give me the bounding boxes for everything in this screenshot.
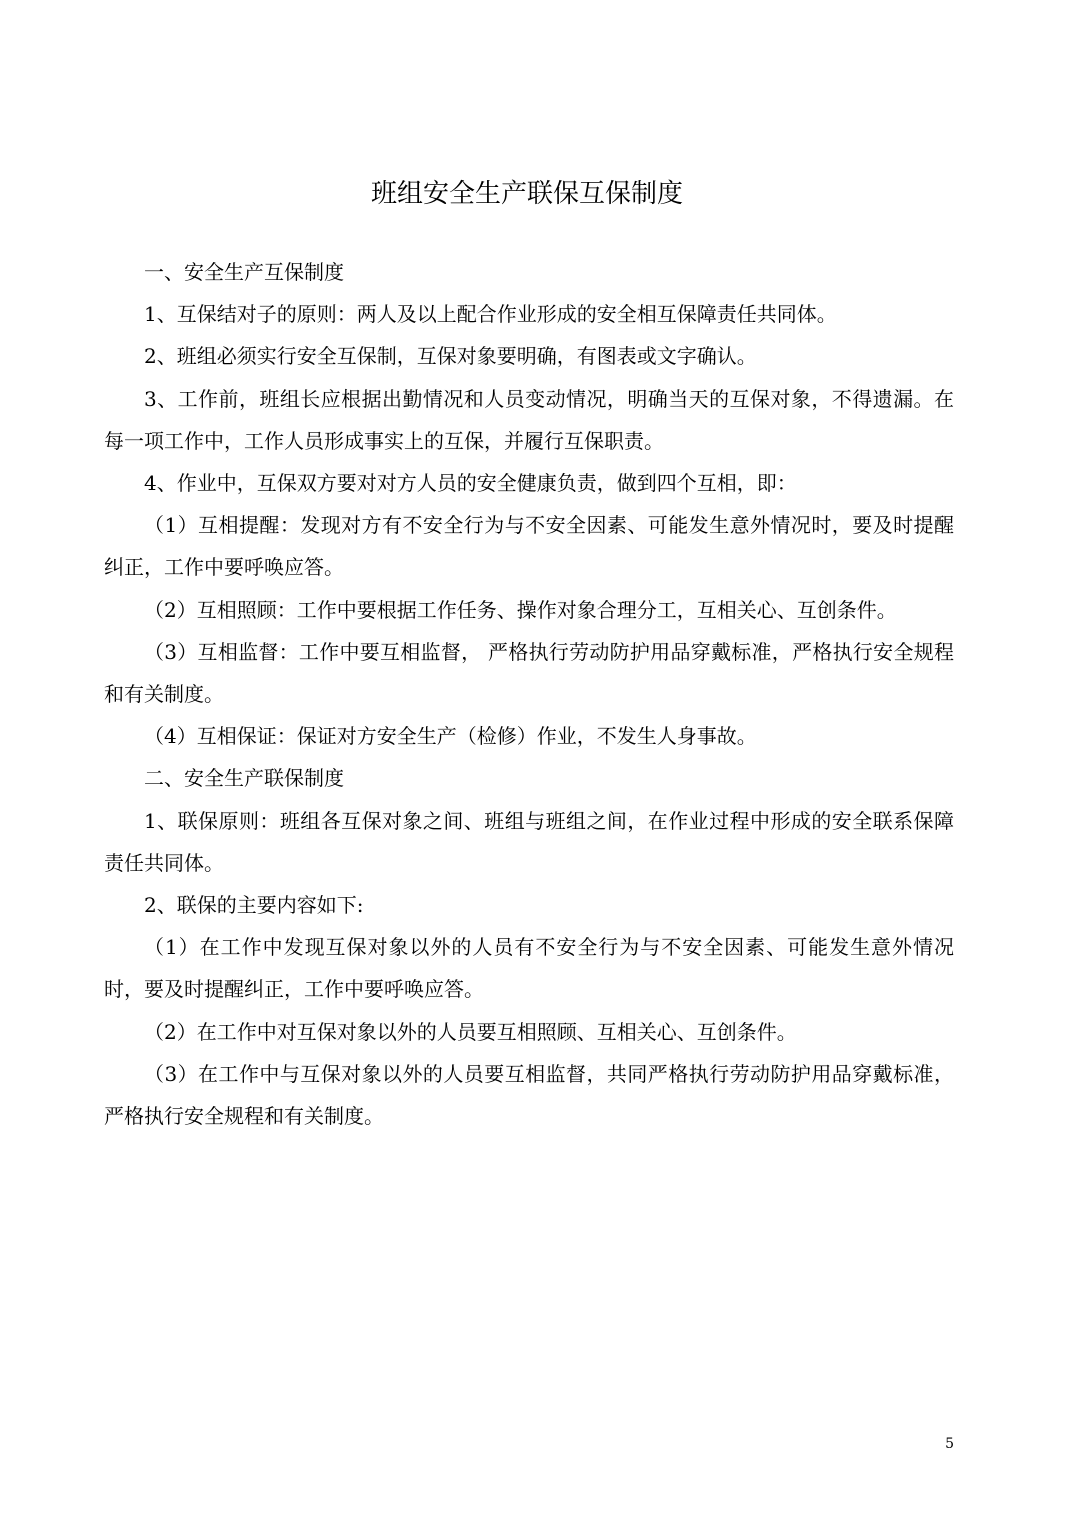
paragraph: 1、联保原则：班组各互保对象之间、班组与班组之间，在作业过程中形成的安全联系保障责任共同体。 (104, 808, 954, 875)
paragraph: （2）在工作中对互保对象以外的人员要互相照顾、互相关心、互创条件。 (144, 1019, 797, 1044)
paragraph: 1、互保结对子的原则：两人及以上配合作业形成的安全相互保障责任共同体。 (144, 302, 837, 327)
section-heading: 二、安全生产联保制度 (144, 766, 344, 791)
paragraph: （1）在工作中发现互保对象以外的人员有不安全行为与不安全因素、可能发生意外情况时，要及时提醒纠正，工作中要呼唤应答。 (104, 935, 954, 1002)
paragraph: （3）互相监督：工作中要互相监督， 严格执行劳动防护用品穿戴标准，严格执行安全规程和有关制度。 (104, 639, 954, 707)
paragraph: 2、班组必须实行安全互保制，互保对象要明确，有图表或文字确认。 (144, 344, 757, 369)
paragraph: （2）互相照顾：工作中要根据工作任务、操作对象合理分工，互相关心、互创条件。 (144, 597, 897, 622)
paragraph: 4、作业中，互保双方要对对方人员的安全健康负责，做到四个互相，即： (144, 471, 797, 496)
paragraph: 3、工作前，班组长应根据出勤情况和人员变动情况，明确当天的互保对象，不得遗漏。在每一项工作中，工作人员形成事实上的互保，并履行互保职责。 (104, 386, 954, 453)
paragraph: （4）互相保证：保证对方安全生产（检修）作业，不发生人身事故。 (144, 724, 757, 749)
paragraph: 2、联保的主要内容如下: (144, 893, 364, 918)
document-body (104, 251, 954, 1137)
document-title: 班组安全生产联保互保制度 (370, 179, 683, 209)
paragraph: （3）在工作中与互保对象以外的人员要互相监督，共同严格执行劳动防护用品穿戴标准，严格执行安全规程和有关制度。 (104, 1061, 954, 1129)
paragraph: （1）互相提醒：发现对方有不安全行为与不安全因素、可能发生意外情况时，要及时提醒纠正，工作中要呼唤应答。 (104, 513, 954, 580)
page-number: 5 (945, 1436, 954, 1452)
section-heading: 一、安全生产互保制度 (144, 260, 344, 284)
